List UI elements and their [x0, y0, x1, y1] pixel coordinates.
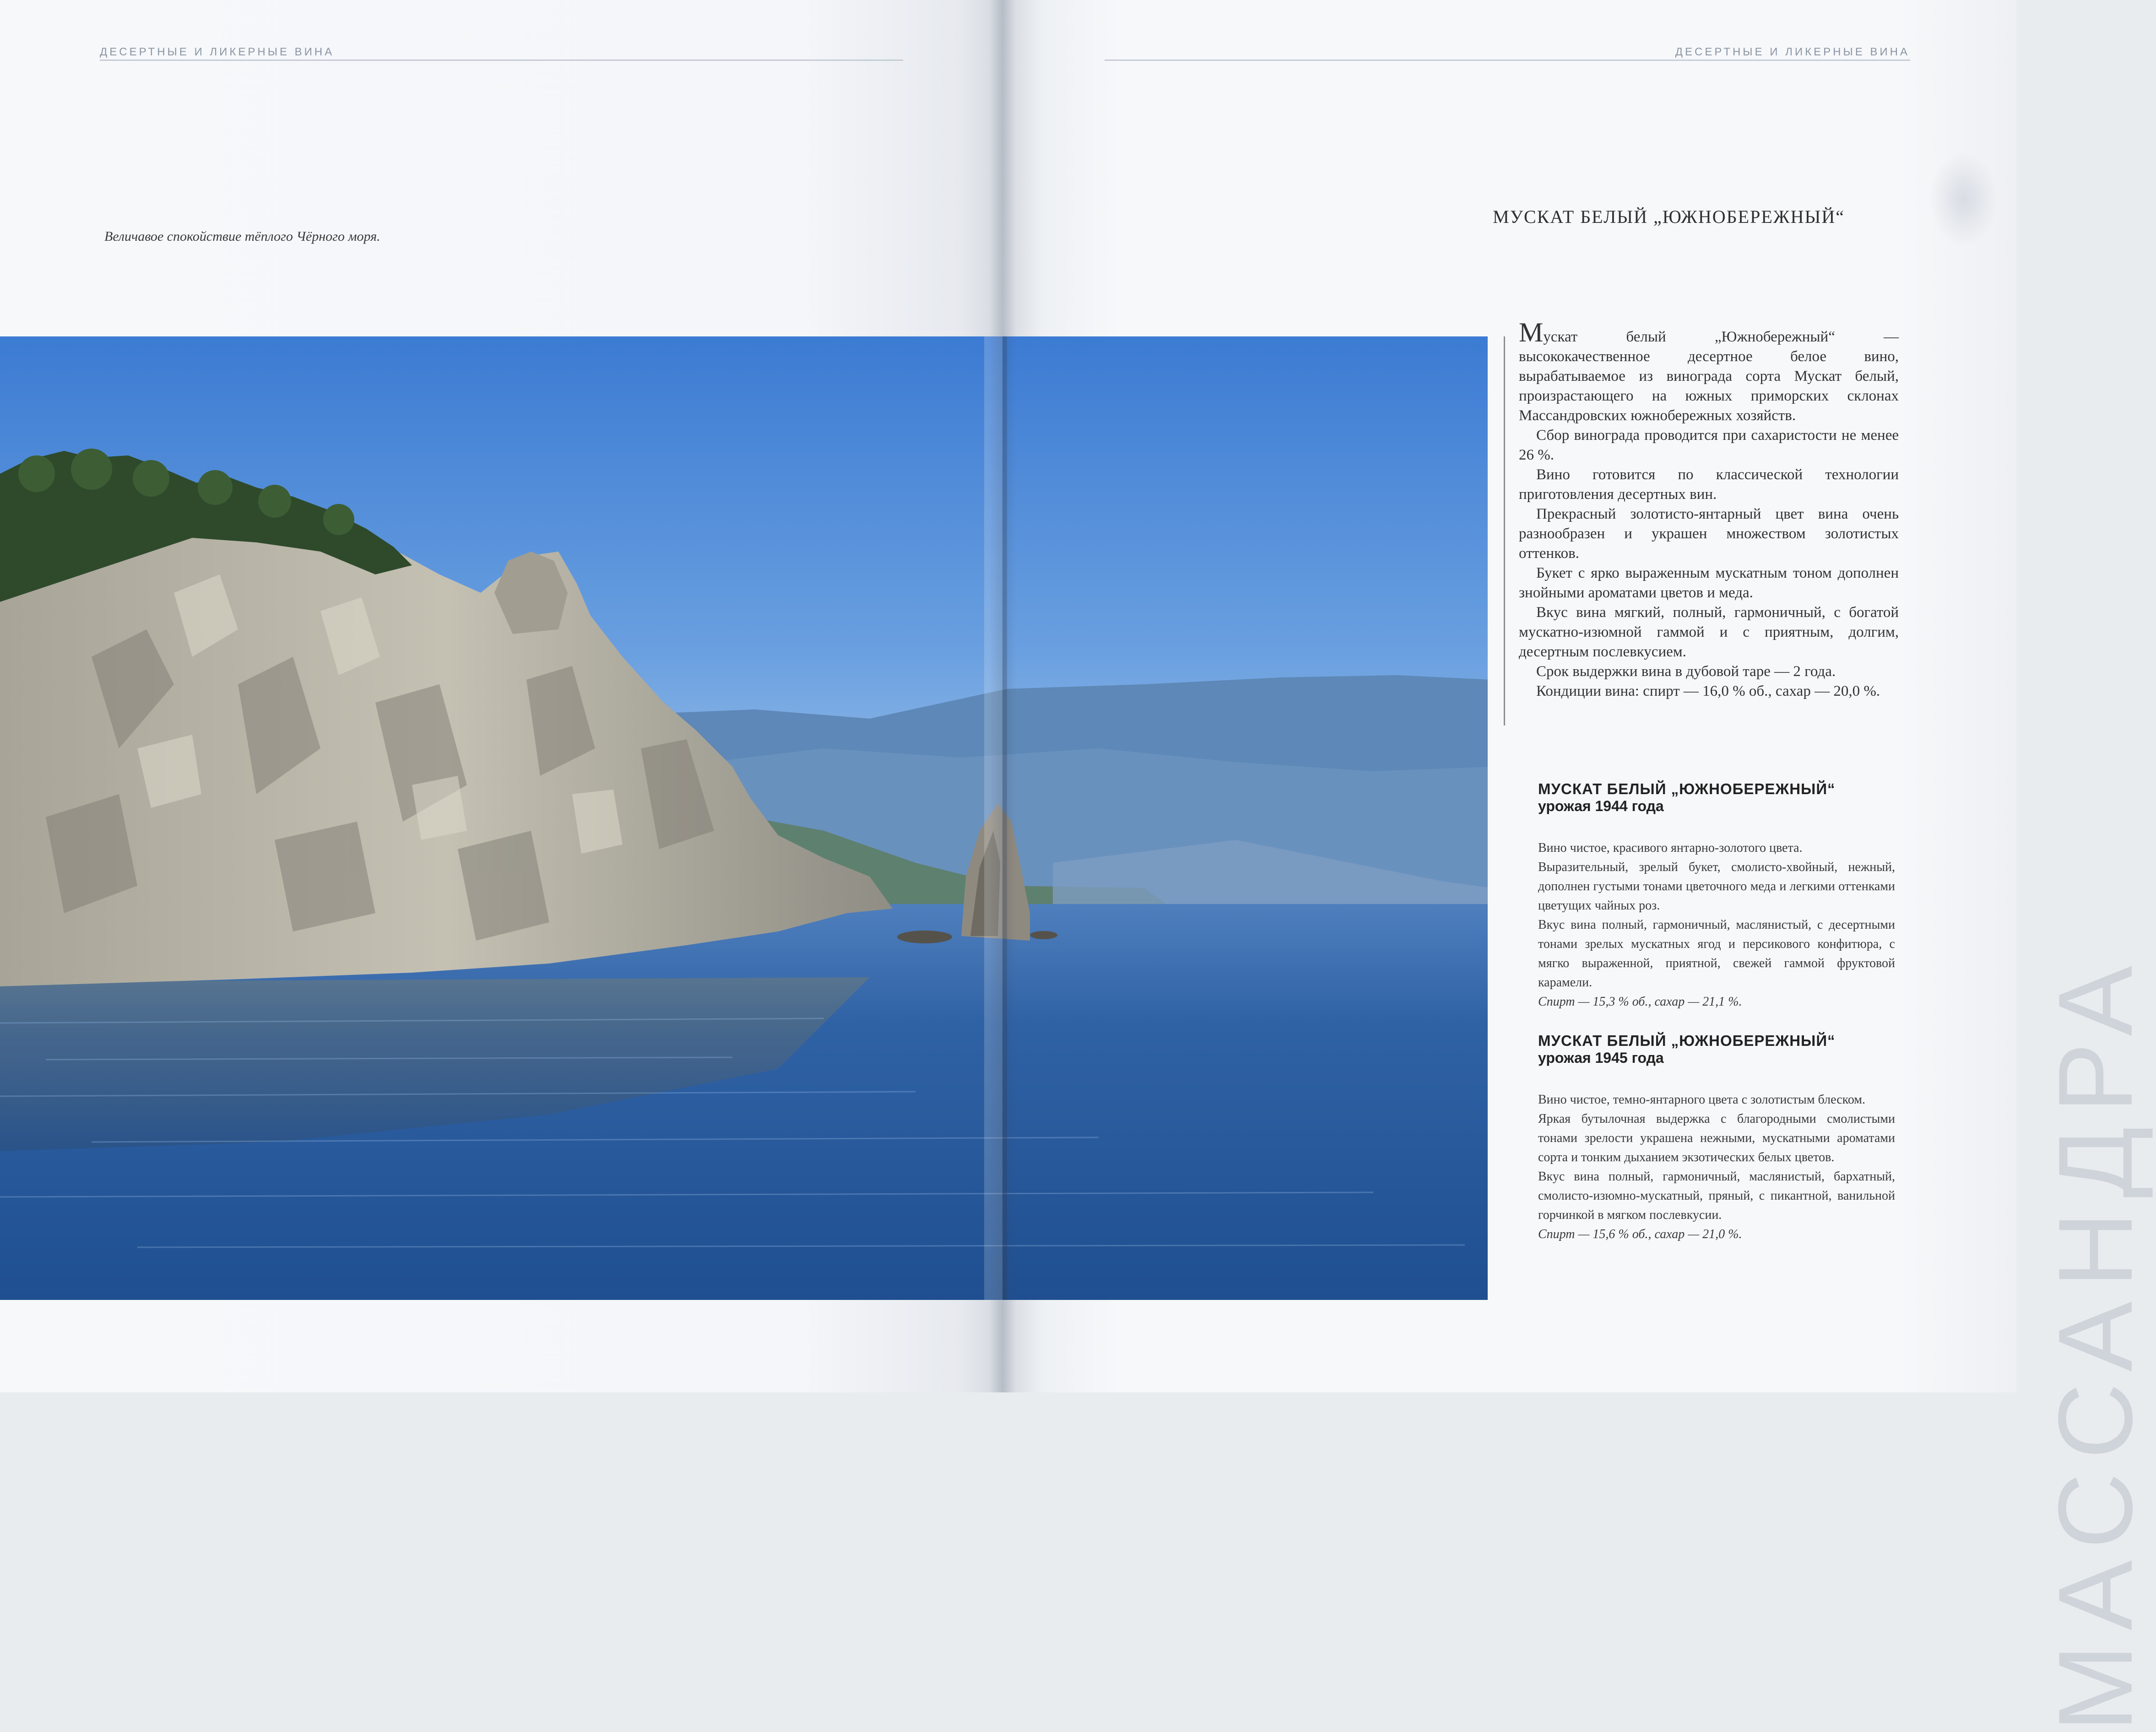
vintage-1945-title: МУСКАТ БЕЛЫЙ „ЮЖНОБЕРЕЖНЫЙ“ — [1538, 1032, 1836, 1049]
header-rule-left — [100, 60, 903, 61]
wine-title: МУСКАТ БЕЛЫЙ „ЮЖНОБЕРЕЖНЫЙ“ — [1493, 206, 1845, 227]
vintage-1944-title: МУСКАТ БЕЛЫЙ „ЮЖНОБЕРЕЖНЫЙ“ — [1538, 780, 1836, 797]
page-smudge — [1929, 151, 1998, 247]
book-gutter — [989, 0, 1016, 1392]
vintage-1944-section — [1538, 780, 1895, 1012]
main-paragraph-1: ускат белый „Южнобережный“ — высококачественное десертное белое вино, вырабатываемое из винограда сорта Мускат белый, произрастающего на южных приморских склонах Массандровских южнобережных хозяйств. — [1519, 329, 1899, 424]
vintage-1945-section — [1538, 1032, 1895, 1244]
vintage-1945-p2: Яркая бутылочная выдержка с благородными смолистыми тонами зрелости украшена нежными, мускатными ароматами сорта и тонким дыханием экзотических белых цветов. — [1538, 1112, 1895, 1164]
vintage-1945-p1: Вино чистое, темно-янтарного цвета с золотистым блеском. — [1538, 1093, 1865, 1107]
massandra-watermark: МАССАНДРА — [2037, 952, 2154, 1732]
vintage-1944-p2: Выразительный, зрелый букет, смолисто-хвойный, нежный, дополнен густыми тонами цветочного меда и легкими оттенками цветущих чайных роз. — [1538, 860, 1895, 913]
vintage-1945-conditions: Спирт — 15,6 % об., сахар — 21,0 %. — [1538, 1227, 1742, 1241]
vintage-1944-conditions: Спирт — 15,3 % об., сахар — 21,1 %. — [1538, 995, 1742, 1009]
main-description — [1519, 317, 1899, 701]
vintage-1945-p3: Вкус вина полный, гармоничный, маслянистый, бархатный, смолисто-изюмно-мускатный, пряный, с пикантной, ванильной горчинкой в мягком послевкусии. — [1538, 1169, 1895, 1222]
vintage-1944-p3: Вкус вина полный, гармоничный, маслянистый, с десертными тонами зрелых мускатных ягод и персикового конфитюра, с мягко выраженной, приятной, свежей гаммой фруктовой карамели. — [1538, 918, 1895, 990]
running-head-right: ДЕСЕРТНЫЕ И ЛИКЕРНЫЕ ВИНА — [1675, 46, 1910, 58]
running-head-left: ДЕСЕРТНЫЕ И ЛИКЕРНЫЕ ВИНА — [100, 46, 335, 58]
main-paragraph-6: Вкус вина мягкий, полный, гармоничный, с богатой мускатно-изюмной гаммой и с приятным, долгим, десертным послевкусием. — [1519, 604, 1899, 660]
main-paragraph-8: Кондиции вина: спирт — 16,0 % об., сахар — 20,0 %. — [1536, 683, 1880, 699]
main-paragraph-2: Сбор винограда проводится при сахаристости не менее 26 %. — [1519, 427, 1899, 463]
photo-caption: Величавое спокойствие тёплого Чёрного моря. — [104, 229, 380, 244]
main-paragraph-3: Вино готовится по классической технологии приготовления десертных вин. — [1519, 466, 1899, 503]
drop-cap: М — [1519, 317, 1544, 347]
seascape-photo — [0, 336, 1491, 1300]
text-side-rule — [1504, 336, 1505, 725]
vintage-1944-p1: Вино чистое, красивого янтарно-золотого цвета. — [1538, 841, 1803, 855]
main-paragraph-7: Срок выдержки вина в дубовой таре — 2 года. — [1536, 663, 1836, 680]
header-rule-right — [1105, 60, 1910, 61]
vintage-1945-subtitle: урожая 1945 года — [1538, 1050, 1664, 1066]
vintage-1944-subtitle: урожая 1944 года — [1538, 798, 1664, 814]
main-paragraph-4: Прекрасный золотисто-янтарный цвет вина очень разнообразен и украшен множеством золотистых оттенков. — [1519, 506, 1899, 562]
main-paragraph-5: Букет с ярко выраженным мускатным тоном дополнен знойными ароматами цветов и меда. — [1519, 565, 1899, 601]
